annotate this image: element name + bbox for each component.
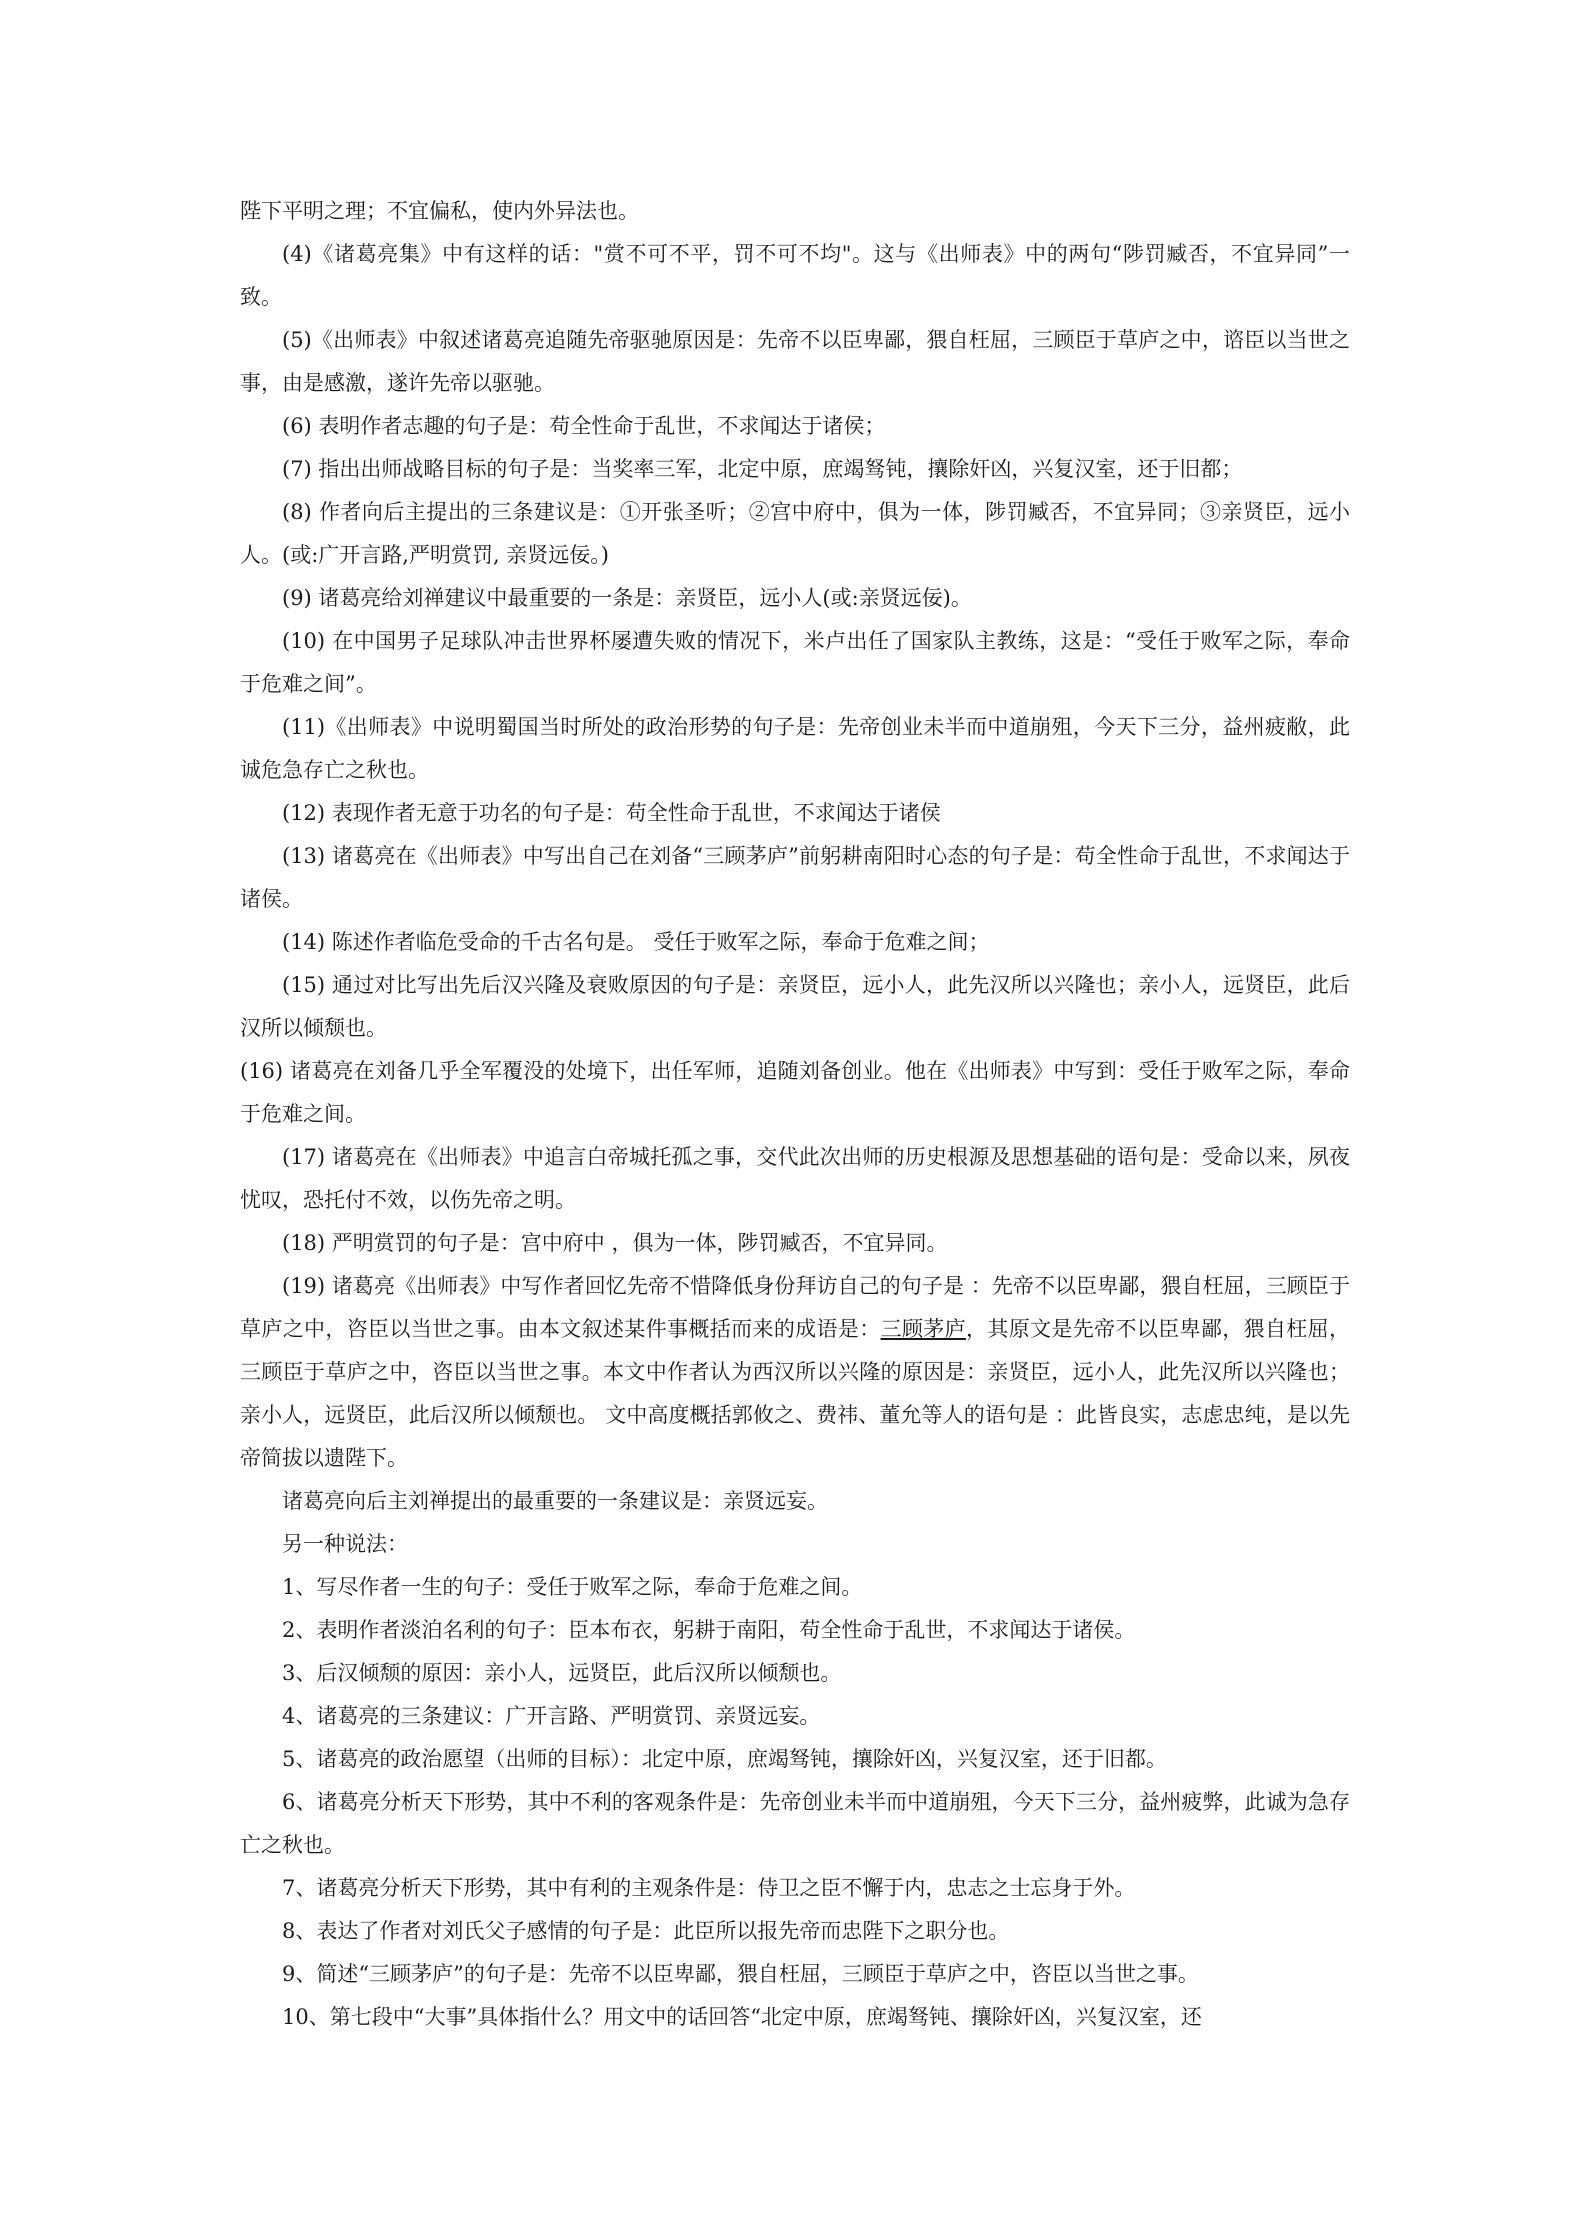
paragraph: (12) 表现作者无意于功名的句子是：苟全性命于乱世，不求闻达于诸侯 [282, 801, 941, 825]
paragraph: 8、表达了作者对刘氏父子感情的句子是：此臣所以报先帝而忠陛下之职分也。 [282, 1919, 1010, 1943]
underlined-term: 三顾茅庐 [880, 1317, 967, 1341]
paragraph: 1、写尽作者一生的句子：受任于败军之际，奉命于危难之间。 [282, 1575, 863, 1599]
paragraph: 4、诸葛亮的三条建议：广开言路、严明赏罚、亲贤远妄。 [282, 1704, 821, 1728]
paragraph: (18) 严明赏罚的句子是：宫中府中 ，俱为一体，陟罚臧否，不宜异同。 [282, 1231, 948, 1255]
paragraph: (11)《出师表》中说明蜀国当时所处的政治形势的句子是：先帝创业未半而中道崩殂，今天下三分，益州疲敝，此诚危急存亡之秋也。 [240, 715, 1350, 782]
paragraph: (4)《诸葛亮集》中有这样的话："赏不可不平，罚不可不均"。这与《出师表》中的两句“陟罚臧否，不宜异同”一致。 [240, 242, 1350, 309]
paragraph: (13) 诸葛亮在《出师表》中写出自己在刘备“三顾茅庐”前躬耕南阳时心态的句子是：苟全性命于乱世，不求闻达于诸侯。 [240, 844, 1350, 911]
paragraph: (10) 在中国男子足球队冲击世界杯屡遭失败的情况下，米卢出任了国家队主教练，这是：“受任于败军之际，奉命于危难之间”。 [240, 629, 1350, 696]
paragraph: 6、诸葛亮分析天下形势，其中不利的客观条件是：先帝创业未半而中道崩殂，今天下三分，益州疲弊，此诚为急存亡之秋也。 [240, 1790, 1350, 1857]
paragraph: 3、后汉倾颓的原因：亲小人，远贤臣，此后汉所以倾颓也。 [282, 1661, 842, 1685]
paragraph: 诸葛亮向后主刘禅提出的最重要的一条建议是：亲贤远妄。 [282, 1489, 828, 1513]
paragraph: 陛下平明之理；不宜偏私，使内外异法也。 [240, 199, 639, 223]
paragraph: (16) 诸葛亮在刘备几乎全军覆没的处境下，出任军师，追随刘备创业。他在《出师表》中写到：受任于败军之际，奉命于危难之间。 [240, 1059, 1350, 1126]
paragraph: (7) 指出出师战略目标的句子是：当奖率三军，北定中原，庶竭驽钝，攘除奸凶，兴复汉室，还于旧都； [282, 457, 1243, 481]
paragraph: (9) 诸葛亮给刘禅建议中最重要的一条是：亲贤臣，远小人(或:亲贤远佞)。 [282, 586, 972, 610]
paragraph: 9、简述“三顾茅庐”的句子是：先帝不以臣卑鄙，猥自枉屈，三顾臣于草庐之中，咨臣以当世之事。 [282, 1962, 1199, 1986]
paragraph: 5、诸葛亮的政治愿望（出师的目标）：北定中原，庶竭驽钝，攘除奸凶，兴复汉室，还于旧都。 [282, 1747, 1167, 1771]
paragraph: 2、表明作者淡泊名利的句子：臣本布衣，躬耕于南阳，苟全性命于乱世，不求闻达于诸侯。 [282, 1618, 1136, 1642]
paragraph: 7、诸葛亮分析天下形势，其中有利的主观条件是：侍卫之臣不懈于内，忠志之士忘身于外。 [282, 1876, 1136, 1900]
paragraph-text: (19) 诸葛亮《出师表》中写作者回忆先帝不惜降低身份拜访自己的句子是 ：先帝不以臣卑鄙，猥自枉屈，三顾臣于草庐之中，咨臣以当世之事。由本文叙述某件事概括而来的成语是： [240, 1274, 1350, 1341]
paragraph: 另一种说法： [282, 1532, 408, 1556]
paragraph: (14) 陈述作者临危受命的千古名句是。 受任于败军之际，奉命于危难之间； [282, 930, 990, 954]
paragraph [240, 1265, 1350, 1480]
paragraph: (8) 作者向后主提出的三条建议是：①开张圣听；②宫中府中，俱为一体，陟罚臧否，不宜异同；③亲贤臣，远小人。(或:广开言路,严明赏罚, 亲贤远佞。) [240, 500, 1350, 567]
paragraph: (6) 表明作者志趣的句子是：苟全性命于乱世，不求闻达于诸侯； [282, 414, 886, 438]
paragraph: (15) 通过对比写出先后汉兴隆及衰败原因的句子是：亲贤臣，远小人，此先汉所以兴隆也；亲小人，远贤臣，此后汉所以倾颓也。 [240, 973, 1350, 1040]
paragraph: (5)《出师表》中叙述诸葛亮追随先帝驱驰原因是：先帝不以臣卑鄙，猥自枉屈，三顾臣于草庐之中，谘臣以当世之事，由是感激，遂许先帝以驱驰。 [240, 328, 1350, 395]
paragraph: 10、第七段中“大事”具体指什么？用文中的话回答“北定中原，庶竭驽钝、攘除奸凶，兴复汉室，还 [282, 2005, 1202, 2029]
paragraph: (17) 诸葛亮在《出师表》中追言白帝城托孤之事，交代此次出师的历史根源及思想基础的语句是：受命以来，夙夜忧叹，恐托付不效，以伤先帝之明。 [240, 1145, 1350, 1212]
paragraph-text: ，其原文是先帝不以臣卑鄙，猥自枉屈，三顾臣于草庐之中，咨臣以当世之事。本文中作者认为西汉所以兴隆的原因是：亲贤臣，远小人，此先汉所以兴隆也；亲小人，远贤臣，此后汉所以倾颓也。 文中高度概括郭攸之、费祎、董允等人的语句是 ：此皆良实，志虑忠纯，是以先帝简拔以遗陛下。 [240, 1317, 1351, 1470]
document-body [240, 190, 1350, 2039]
